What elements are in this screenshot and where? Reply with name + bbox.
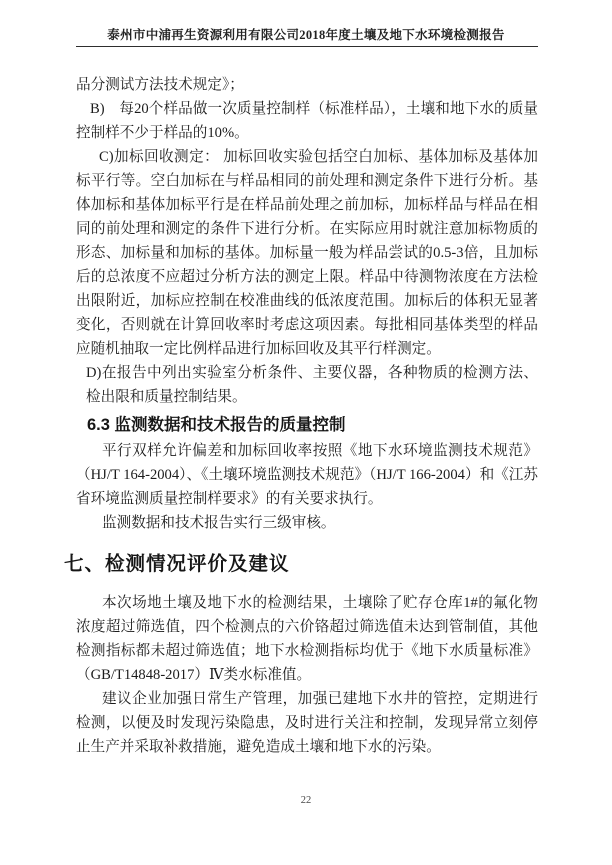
list-item-c: C)加标回收测定： 加标回收实验包括空白加标、基体加标及基体加标平行等。空白加标在与样品相同的前处理和测定条件下进行分析。基体加标和基体加标平行是在样品前处理之前加标，加标样品与样品在相同的前处理和测定的条件下进行分析。在实际应用时就注意加标物质的形态、加标量和加标的基体。加标量一般为样品尝试的0.5-3倍，且加标后的总浓度不应超过分析方法的测定上限。样品中待测物浓度在方法检出限附近，加标应控制在校准曲线的低浓度范围。加标后的体积无显著变化，否则就在计算回收率时考虑这项因素。每批相同基体类型的样品应随机抽取一定比例样品进行加标回收及其平行样测定。 (76, 149, 538, 357)
section-heading-7: 七、检测情况评价及建议 (64, 553, 290, 575)
paragraph-overflow: 品分测试方法技术规定》； (76, 77, 244, 93)
header-divider (76, 46, 538, 47)
section-6-3-paragraph-1: 平行双样允许偏差和加标回收率按照《地下水环境监测技术规范》（HJ/T 164-2004）、《土壤环境监测技术规范》（HJ/T 166-2004）和《江苏省环境监测质量控制样要求》的有关要求执行。 (76, 443, 538, 507)
page-number: 22 (300, 795, 312, 806)
section-heading-6-3: 6.3 监测数据和技术报告的质量控制 (87, 416, 346, 434)
page-header-title: 泰州市中浦再生资源利用有限公司2018年度土壤及地下水环境检测报告 (107, 28, 505, 42)
list-item-d: D)在报告中列出实验室分析条件、主要仪器，各种物质的检测方法、检出限和质量控制结果。 (86, 365, 538, 405)
section-7-paragraph-2: 建议企业加强日常生产管理，加强已建地下水井的管控，定期进行检测，以便及时发现污染隐患，及时进行关注和控制，发现异常立刻停止生产并采取补救措施，避免造成土壤和地下水的污染。 (76, 691, 538, 755)
page-body (64, 73, 538, 759)
section-6-3-paragraph-2: 监测数据和技术报告实行三级审核。 (102, 515, 336, 531)
list-item-b: B) 每20个样品做一次质量控制样（标准样品），土壤和地下水的质量控制样不少于样品的10%。 (76, 101, 538, 141)
section-7-paragraph-1: 本次场地土壤及地下水的检测结果，土壤除了贮存仓库1#的氟化物浓度超过筛选值，四个检测点的六价铬超过筛选值未达到管制值，其他检测指标都未超过筛选值；地下水检测指标均优于《地下水质量标准》（GB/T14848-2017）Ⅳ类水标准值。 (76, 595, 538, 683)
